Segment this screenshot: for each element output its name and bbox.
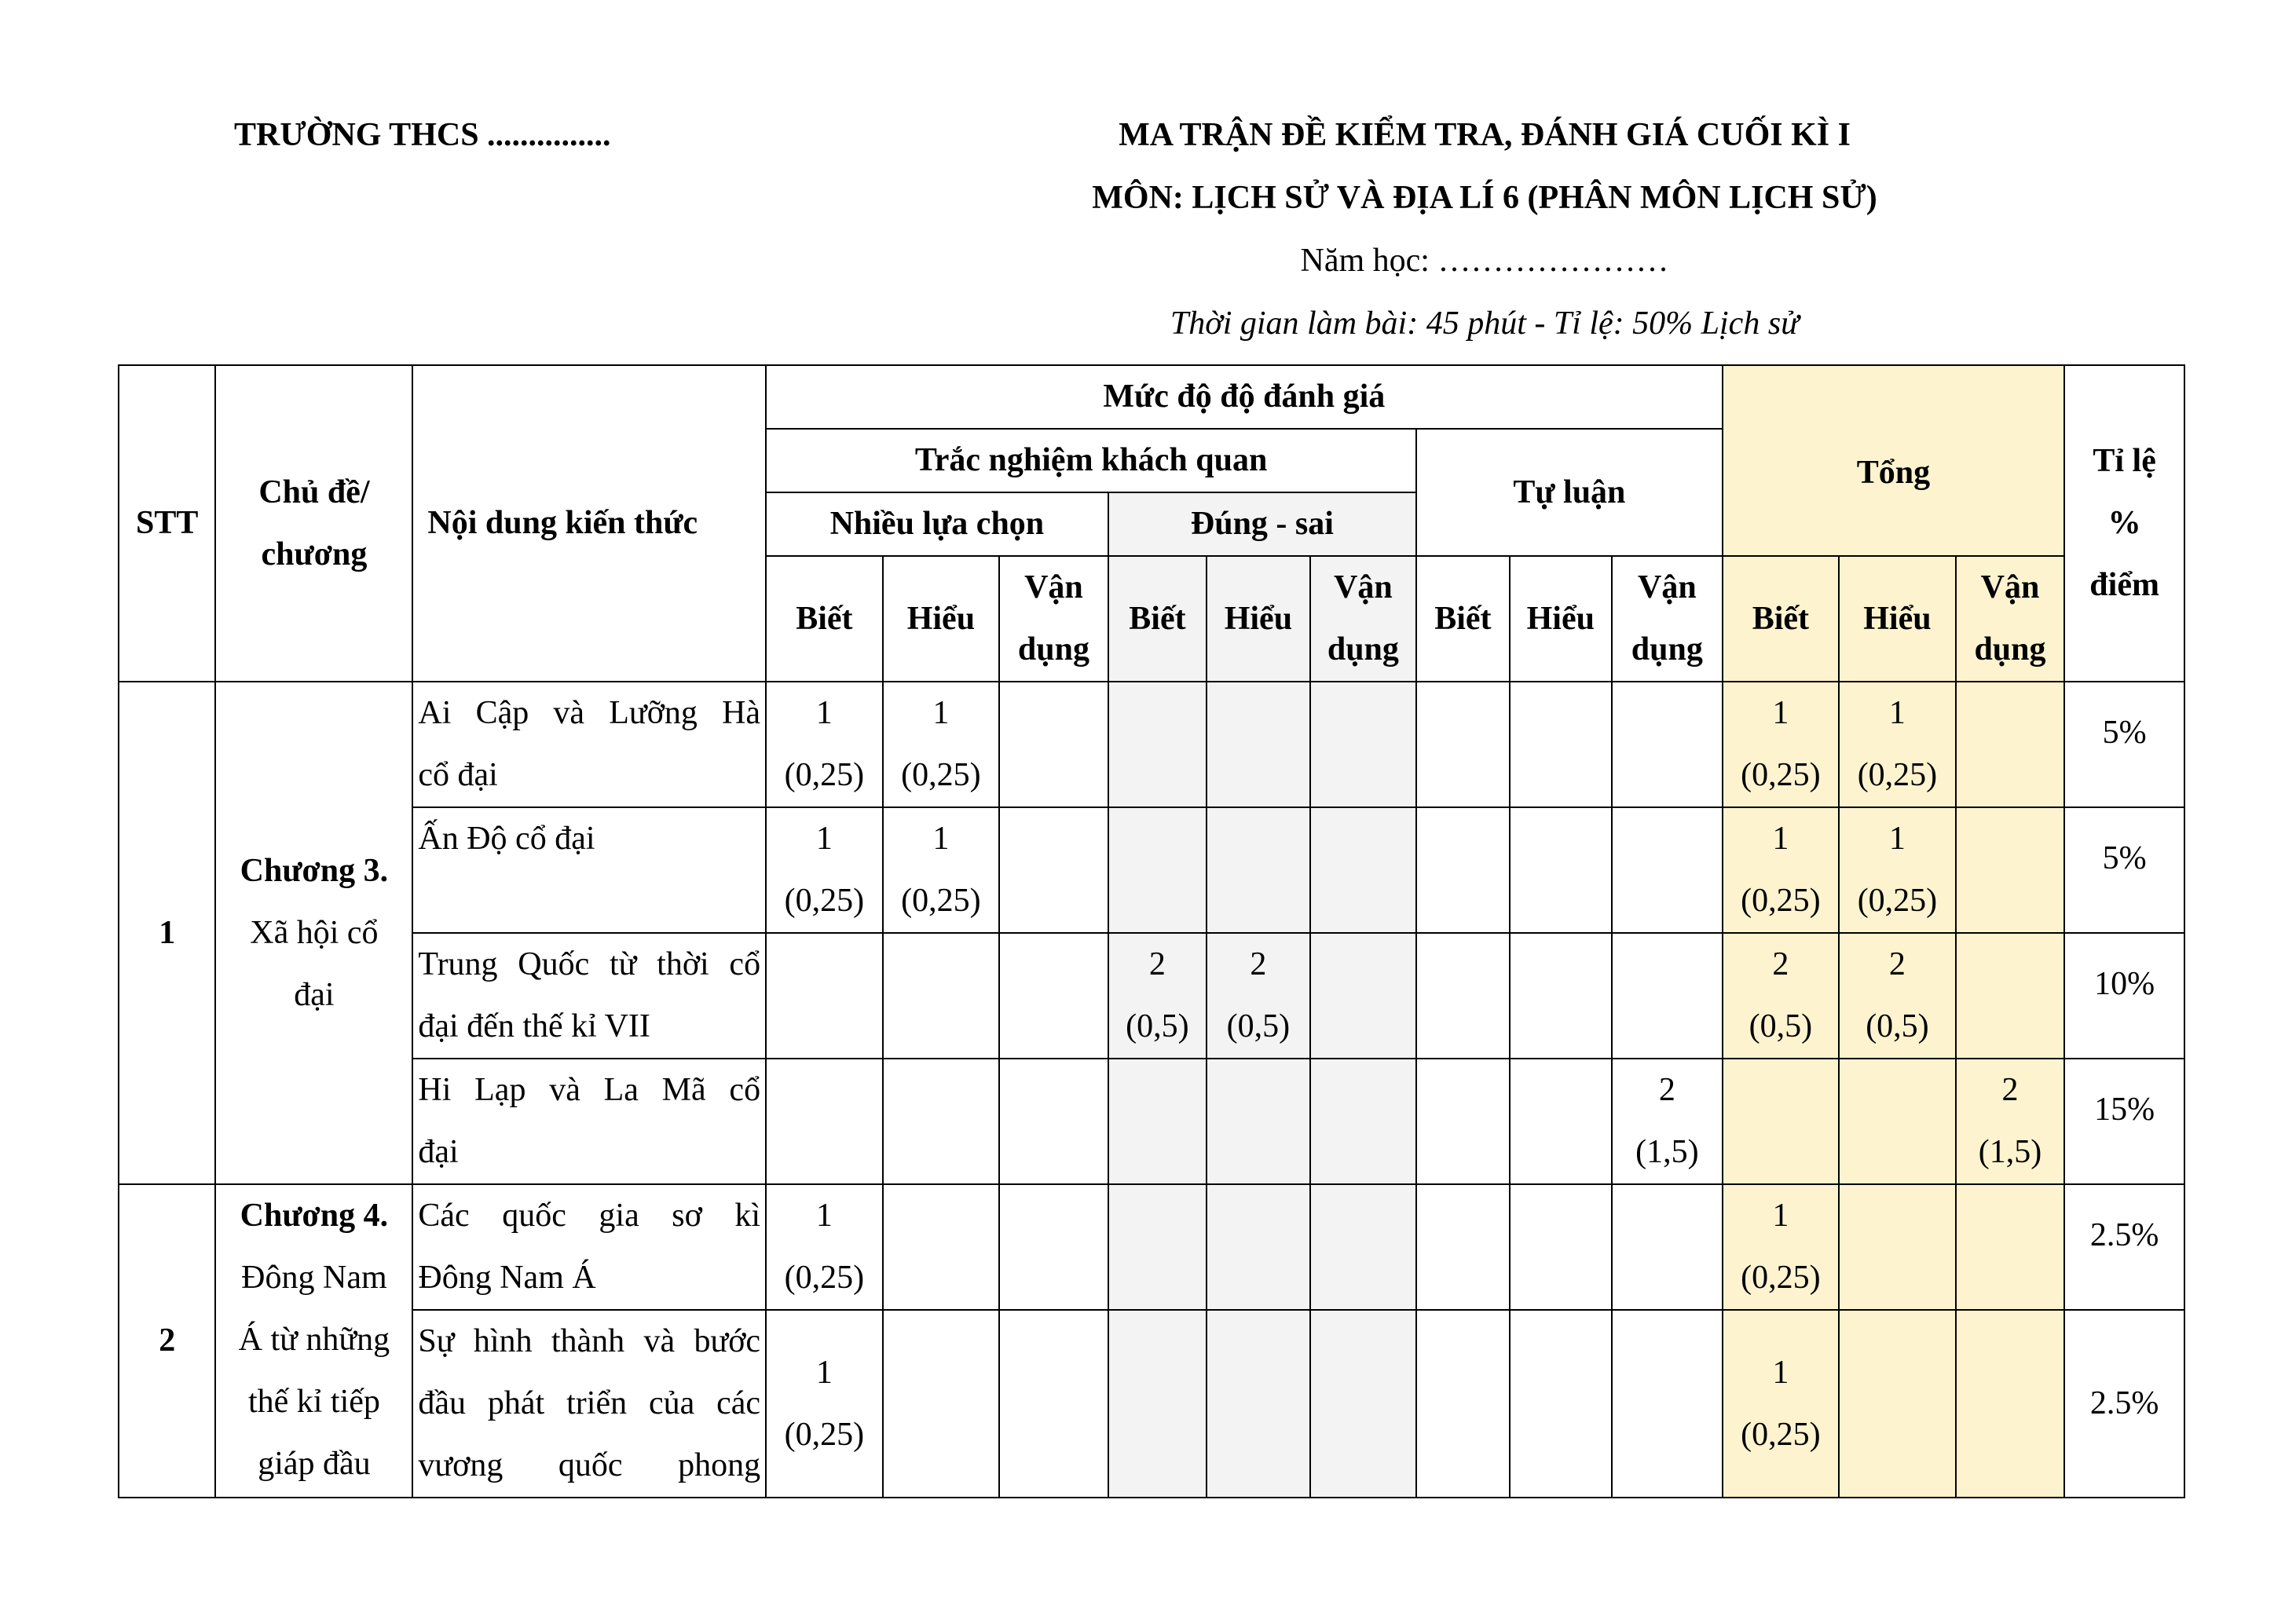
row-content (412, 933, 766, 1059)
row-ratio: 2.5% (2064, 1310, 2184, 1498)
question-points: (0,25) (1741, 1416, 1821, 1453)
content-line: Đông Nam Á (418, 1260, 596, 1296)
row-ratio: 2.5% (2064, 1184, 2184, 1310)
value-cell (883, 807, 1000, 933)
question-points: (0,25) (784, 757, 865, 793)
value-cell (999, 682, 1108, 807)
assessment-matrix-table (118, 364, 2185, 1498)
table-body (119, 682, 2184, 1498)
question-count: 2 (1658, 1072, 1675, 1108)
row-content (412, 682, 766, 807)
col-header-objective: Trắc nghiệm khách quan (766, 429, 1416, 492)
value-cell (1956, 682, 2065, 807)
question-count: 1 (1772, 695, 1789, 731)
apply-line2: dụng (1017, 631, 1089, 668)
value-cell (1723, 682, 1840, 807)
row-content (412, 1059, 766, 1184)
col-header-essay-understand: Hiểu (1510, 556, 1612, 682)
col-header-topic-line2: chương (261, 536, 368, 572)
content-line: Sự hình thành và bước (418, 1323, 761, 1359)
content-line: cổ đại (418, 757, 498, 793)
value-cell (1416, 1184, 1509, 1310)
value-cell (1510, 1184, 1612, 1310)
col-header-total: Tổng (1723, 365, 2065, 556)
value-cell (1612, 933, 1723, 1059)
value-cell (1612, 682, 1723, 807)
row-stt: 2 (119, 1184, 215, 1498)
col-header-ratio-line3: điểm (2089, 567, 2159, 603)
topic-chapter: Chương 3. (240, 852, 389, 889)
value-cell (1310, 1310, 1417, 1498)
value-cell (1839, 807, 1956, 933)
topic-line: Đông Nam (241, 1260, 387, 1296)
question-count: 1 (1772, 1354, 1789, 1391)
header-row-1 (119, 365, 2184, 429)
table-row (119, 933, 2184, 1059)
question-points: (0,25) (1857, 757, 1938, 793)
value-cell (1612, 1184, 1723, 1310)
value-cell (1839, 682, 1956, 807)
value-cell (1956, 1184, 2065, 1310)
question-points: (0,25) (901, 883, 981, 919)
content-line: đại (418, 1134, 459, 1170)
value-cell (1839, 1310, 1956, 1498)
col-header-topic (215, 365, 412, 682)
apply-line1: Vận (1334, 569, 1393, 605)
value-cell (883, 933, 1000, 1059)
value-cell (1108, 807, 1207, 933)
value-cell (1839, 1184, 1956, 1310)
value-cell (1108, 1059, 1207, 1184)
row-stt: 1 (119, 682, 215, 1184)
value-cell (1839, 1059, 1956, 1184)
school-year: Năm học: ………………… (1300, 243, 1669, 279)
col-header-tf-know: Biết (1108, 556, 1207, 682)
value-cell (1207, 1059, 1309, 1184)
col-header-total-apply (1956, 556, 2065, 682)
row-ratio: 10% (2064, 933, 2184, 1059)
col-header-multiple-choice: Nhiều lựa chọn (766, 492, 1108, 556)
value-cell (1612, 1059, 1723, 1184)
value-cell (883, 1310, 1000, 1498)
question-points: (0,5) (1866, 1008, 1929, 1044)
value-cell (1108, 1184, 1207, 1310)
question-count: 2 (1148, 946, 1166, 982)
question-count: 1 (815, 821, 833, 857)
topic-line: đại (294, 976, 335, 1013)
value-cell (1956, 933, 2065, 1059)
question-points: (1,5) (1978, 1134, 2042, 1170)
question-count: 1 (1888, 821, 1906, 857)
value-cell (1207, 1184, 1309, 1310)
value-cell (1310, 682, 1417, 807)
apply-line1: Vận (1980, 569, 2040, 605)
content-line: đầu phát triển của các (418, 1385, 761, 1421)
apply-line2: dụng (1974, 631, 2046, 668)
value-cell (1310, 933, 1417, 1059)
table-row (119, 1059, 2184, 1184)
question-count: 2 (1250, 946, 1267, 982)
value-cell (766, 1059, 883, 1184)
row-topic (215, 1184, 412, 1498)
question-points: (0,5) (1226, 1008, 1291, 1044)
row-content (412, 1184, 766, 1310)
table-row (119, 682, 2184, 807)
question-points: (0,25) (1741, 1260, 1821, 1296)
question-points: (0,5) (1126, 1008, 1189, 1044)
row-content (412, 807, 766, 933)
question-points: (0,5) (1749, 1008, 1813, 1044)
col-header-ratio (2064, 365, 2184, 682)
value-cell (1723, 933, 1840, 1059)
question-points: (0,25) (784, 1260, 865, 1296)
table-row (119, 1184, 2184, 1310)
value-cell (1108, 933, 1207, 1059)
row-topic (215, 682, 412, 1184)
value-cell (1723, 1059, 1840, 1184)
question-count: 1 (932, 821, 950, 857)
topic-line: thế kỉ tiếp (247, 1384, 380, 1420)
topic-line: giáp đầu (258, 1446, 371, 1482)
value-cell (1207, 933, 1309, 1059)
value-cell (1416, 682, 1509, 807)
time-ratio: Thời gian làm bài: 45 phút - Tỉ lệ: 50% Lịch sử (1170, 305, 1800, 342)
value-cell (766, 1184, 883, 1310)
col-header-topic-line1: Chủ đề/ (258, 474, 370, 510)
value-cell (1956, 1310, 2065, 1498)
col-header-mc-understand: Hiểu (883, 556, 1000, 682)
document-title: MA TRẬN ĐỀ KIỂM TRA, ĐÁNH GIÁ CUỐI KÌ I (1119, 117, 1851, 153)
topic-line: Xã hội cổ (250, 914, 379, 951)
question-points: (1,5) (1635, 1134, 1699, 1170)
value-cell (1723, 807, 1840, 933)
value-cell (1510, 682, 1612, 807)
question-count: 2 (1772, 946, 1789, 982)
topic-line: Á từ những (238, 1322, 390, 1358)
question-points: (0,25) (901, 757, 981, 793)
content-line: Ấn Độ cổ đại (418, 821, 595, 857)
col-header-total-know: Biết (1723, 556, 1840, 682)
apply-line2: dụng (1631, 631, 1703, 668)
apply-line1: Vận (1024, 569, 1083, 605)
col-header-essay: Tự luận (1416, 429, 1722, 556)
question-points: (0,25) (784, 883, 865, 919)
content-line: Ai Cập và Lưỡng Hà (418, 695, 761, 731)
school-name: TRƯỜNG THCS ............... (234, 117, 611, 153)
value-cell (1956, 1059, 2065, 1184)
value-cell (766, 682, 883, 807)
value-cell (766, 933, 883, 1059)
subject-title: MÔN: LỊCH SỬ VÀ ĐỊA LÍ 6 (PHÂN MÔN LỊCH SỬ) (1092, 180, 1877, 216)
value-cell (766, 807, 883, 933)
value-cell (883, 682, 1000, 807)
question-count: 1 (932, 695, 950, 731)
col-header-mc-know: Biết (766, 556, 883, 682)
value-cell (1416, 1310, 1509, 1498)
value-cell (999, 1184, 1108, 1310)
value-cell (1510, 1059, 1612, 1184)
value-cell (1108, 682, 1207, 807)
col-header-mc-apply (999, 556, 1108, 682)
value-cell (1310, 807, 1417, 933)
col-header-total-understand: Hiểu (1839, 556, 1956, 682)
value-cell (1207, 682, 1309, 807)
value-cell (1416, 807, 1509, 933)
row-content (412, 1310, 766, 1498)
apply-line1: Vận (1637, 569, 1697, 605)
row-ratio: 15% (2064, 1059, 2184, 1184)
content-line: đại đến thế kỉ VII (418, 1008, 650, 1044)
question-points: (0,25) (1741, 883, 1821, 919)
question-count: 1 (815, 1354, 833, 1391)
value-cell (999, 1059, 1108, 1184)
content-line: Hi Lạp và La Mã cổ (418, 1072, 761, 1108)
col-header-tf-apply (1310, 556, 1417, 682)
row-ratio: 5% (2064, 807, 2184, 933)
value-cell (883, 1184, 1000, 1310)
value-cell (1510, 1310, 1612, 1498)
table-row (119, 1310, 2184, 1498)
col-header-level: Mức độ độ đánh giá (766, 365, 1723, 429)
topic-chapter: Chương 4. (240, 1198, 389, 1234)
value-cell (1839, 933, 1956, 1059)
question-count: 1 (815, 1198, 833, 1234)
value-cell (1310, 1184, 1417, 1310)
question-count: 1 (1772, 821, 1789, 857)
question-points: (0,25) (1857, 883, 1938, 919)
col-header-essay-apply (1612, 556, 1723, 682)
value-cell (883, 1059, 1000, 1184)
question-count: 1 (1888, 695, 1906, 731)
value-cell (1207, 807, 1309, 933)
value-cell (1416, 933, 1509, 1059)
col-header-essay-know: Biết (1416, 556, 1509, 682)
question-points: (0,25) (1741, 757, 1821, 793)
value-cell (766, 1310, 883, 1498)
apply-line2: dụng (1327, 631, 1399, 668)
col-header-tf-understand: Hiểu (1207, 556, 1309, 682)
table-row (119, 807, 2184, 933)
value-cell (1108, 1310, 1207, 1498)
content-line: Trung Quốc từ thời cổ (418, 946, 761, 982)
value-cell (1510, 807, 1612, 933)
question-points: (0,25) (784, 1416, 865, 1453)
value-cell (1723, 1184, 1840, 1310)
value-cell (1416, 1059, 1509, 1184)
col-header-stt: STT (119, 365, 215, 682)
col-header-ratio-line2: % (2107, 505, 2141, 541)
question-count: 1 (1772, 1198, 1789, 1234)
value-cell (1510, 933, 1612, 1059)
value-cell (1207, 1310, 1309, 1498)
value-cell (999, 807, 1108, 933)
question-count: 2 (2001, 1072, 2019, 1108)
value-cell (1723, 1310, 1840, 1498)
col-header-ratio-line1: Tỉ lệ (2093, 443, 2156, 479)
question-count: 1 (815, 695, 833, 731)
value-cell (999, 1310, 1108, 1498)
value-cell (1612, 1310, 1723, 1498)
value-cell (1956, 807, 2065, 933)
col-header-content: Nội dung kiến thức (412, 365, 766, 682)
value-cell (999, 933, 1108, 1059)
question-count: 2 (1888, 946, 1906, 982)
col-header-true-false: Đúng - sai (1108, 492, 1416, 556)
value-cell (1612, 807, 1723, 933)
content-line: vương quốc phong (418, 1447, 761, 1483)
value-cell (1310, 1059, 1417, 1184)
content-line: Các quốc gia sơ kì (418, 1198, 761, 1234)
row-ratio: 5% (2064, 682, 2184, 807)
